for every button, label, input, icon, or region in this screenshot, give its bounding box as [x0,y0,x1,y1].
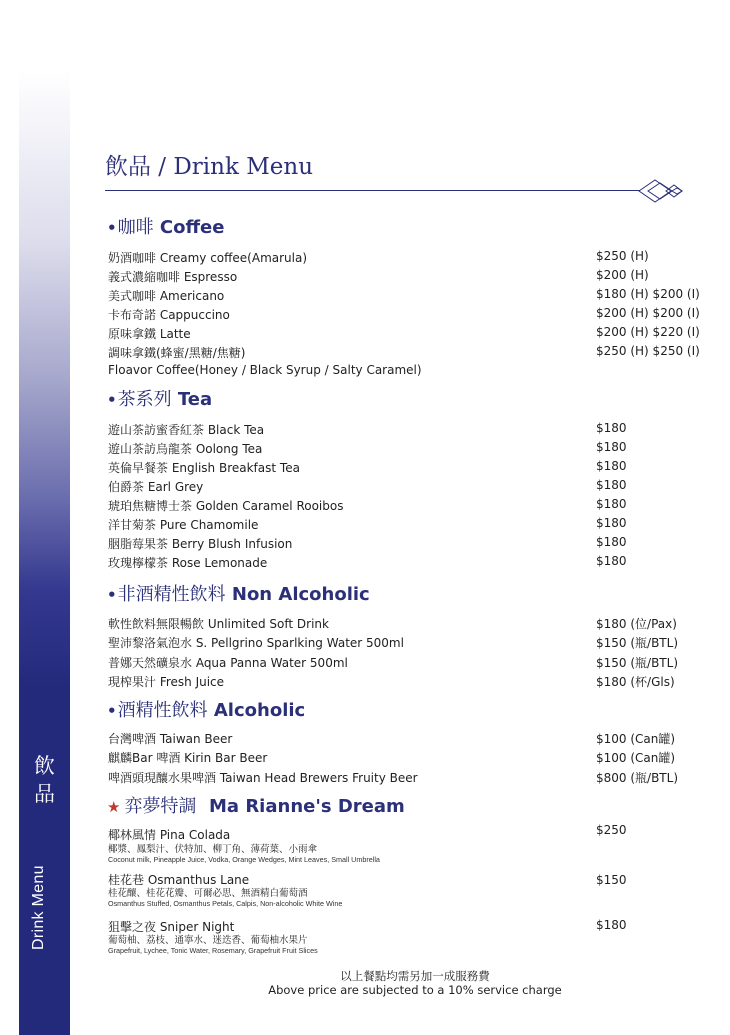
menu-item-name: 普娜天然礦泉水 Aqua Panna Water 500ml [108,656,348,670]
menu-item-price: $250 (H) $250 (I) [596,344,700,358]
menu-item-name: 遊山茶訪烏龍茶 Oolong Tea [108,442,263,456]
menu-item-name: 啤酒頭現釀水果啤酒 Taiwan Head Brewers Fruity Beer [108,771,418,785]
title-divider [105,190,640,191]
sidebar-char-2: 品 [34,782,55,806]
sidebar-title-en: Drink Menu [30,865,47,950]
section-title-en: Tea [177,389,213,410]
menu-item-name: 現榨果汁 Fresh Juice [108,675,225,689]
menu-item-price: $200 (H) $220 (I) [596,325,700,339]
menu-item-price: $180 [596,497,627,511]
menu-item-name: 卡布奇諾 Cappuccino [108,308,230,322]
menu-item-price: $180 (杯/Gls) [596,675,675,689]
menu-item-price: $180 [596,535,627,549]
bullet-icon: • [107,391,117,409]
menu-item-name: 義式濃縮咖啡 Espresso [108,270,238,284]
menu-item-name: 美式咖啡 Americano [108,289,225,303]
section-heading-tea [107,385,212,411]
menu-item-price: $180 [596,421,627,435]
menu-item-name: 調味拿鐵(蜂蜜/黑糖/焦糖) [108,346,246,360]
section-title-cn: 弈夢特調 [124,796,197,817]
menu-item-name: 台灣啤酒 Taiwan Beer [108,732,233,746]
menu-item-name: 玫瑰檸檬茶 Rose Lemonade [108,556,268,570]
section-title-en: Alcoholic [213,700,306,721]
menu-item-name: 軟性飲料無限暢飲 Unlimited Soft Drink [108,617,329,631]
menu-item-name: 英倫早餐茶 English Breakfast Tea [108,461,300,475]
menu-item-ingredients-cn: 椰漿、鳳梨汁、伏特加、柳丁角、薄荷葉、小雨傘 [108,844,318,855]
menu-item-price: $100 (Can罐) [596,732,676,746]
menu-item-price: $180 [596,459,627,473]
section-title-en: Coffee [159,217,225,238]
diamond-ornament-icon [636,178,686,204]
section-title-en: Non Alcoholic [231,584,370,605]
menu-item-ingredients-en: Coconut milk, Pineapple Juice, Vodka, Orange Wedges, Mint Leaves, Small Umbrella [108,855,380,864]
menu-item-name: Floavor Coffee(Honey / Black Syrup / Salty Caramel) [108,363,422,377]
section-title-cn: 咖啡 [117,217,154,238]
section-heading-non-alcoholic [107,580,370,606]
menu-item-price: $250 (H) [596,249,649,263]
menu-item-name: 遊山茶訪蜜香紅茶 Black Tea [108,423,265,437]
menu-item-price: $180 (H) $200 (I) [596,287,700,301]
page-title: 飲品 / Drink Menu [105,154,314,180]
section-heading-coffee [107,213,224,239]
bullet-icon: • [107,586,117,604]
sidebar-title-cn [19,752,70,808]
menu-item-price: $180 [596,554,627,568]
menu-item-price: $180 [596,440,627,454]
menu-item-name: 聖沛黎洛氣泡水 S. Pellgrino Sparlking Water 500ml [108,636,404,650]
menu-item-name: 奶酒咖啡 Creamy coffee(Amarula) [108,251,308,265]
section-heading-alcoholic [107,696,305,722]
menu-item-price: $150 (瓶/BTL) [596,656,679,670]
section-title-en: Ma Rianne's Dream [209,796,405,817]
menu-item-price: $150 [596,873,627,887]
section-heading-signature [107,792,405,818]
menu-item-ingredients-en: Osmanthus Stuffed, Osmanthus Petals, Calpis, Non-alcoholic White Wine [108,899,343,908]
bullet-icon: • [107,702,117,720]
menu-item-name: 琥珀焦糖博士茶 Golden Caramel Rooibos [108,499,344,513]
bullet-icon: • [107,219,117,237]
menu-item-price: $180 [596,516,627,530]
menu-item-name: 原味拿鐵 Latte [108,327,191,341]
service-charge-note-en: Above price are subjected to a 10% service charge [268,983,562,997]
menu-item-ingredients-en: Grapefruit, Lychee, Tonic Water, Rosemary, Grapefruit Fruit Slices [108,946,318,955]
menu-item-name: 狙擊之夜 Sniper Night [108,920,235,934]
menu-item-name: 伯爵茶 Earl Grey [108,480,204,494]
section-title-cn: 茶系列 [117,389,172,410]
menu-item-name: 桂花巷 Osmanthus Lane [108,873,250,887]
menu-item-ingredients-cn: 桂花釀、桂花花瓣、可爾必思、無酒精白葡萄酒 [108,888,308,899]
menu-item-ingredients-cn: 葡萄柚、荔枝、通寧水、迷迭香、葡萄柚水果片 [108,935,308,946]
section-title-cn: 非酒精性飲料 [117,584,226,605]
menu-item-price: $200 (H) $200 (I) [596,306,700,320]
star-icon: ★ [107,798,121,816]
menu-item-name: 洋甘菊茶 Pure Chamomile [108,518,259,532]
menu-item-price: $100 (Can罐) [596,751,676,765]
menu-item-price: $180 [596,918,627,932]
menu-item-price: $200 (H) [596,268,649,282]
menu-item-name: 麒麟Bar 啤酒 Kirin Bar Beer [108,751,268,765]
menu-item-name: 椰林風情 Pina Colada [108,828,231,842]
menu-item-price: $150 (瓶/BTL) [596,636,679,650]
menu-item-name: 胭脂莓果茶 Berry Blush Infusion [108,537,293,551]
menu-item-price: $250 [596,823,627,837]
menu-item-price: $180 (位/Pax) [596,617,677,631]
menu-item-price: $800 (瓶/BTL) [596,771,679,785]
sidebar-char-1: 飲 [34,754,55,778]
service-charge-note-cn: 以上餐點均需另加一成服務費 [340,969,490,983]
section-title-cn: 酒精性飲料 [117,700,208,721]
menu-item-price: $180 [596,478,627,492]
